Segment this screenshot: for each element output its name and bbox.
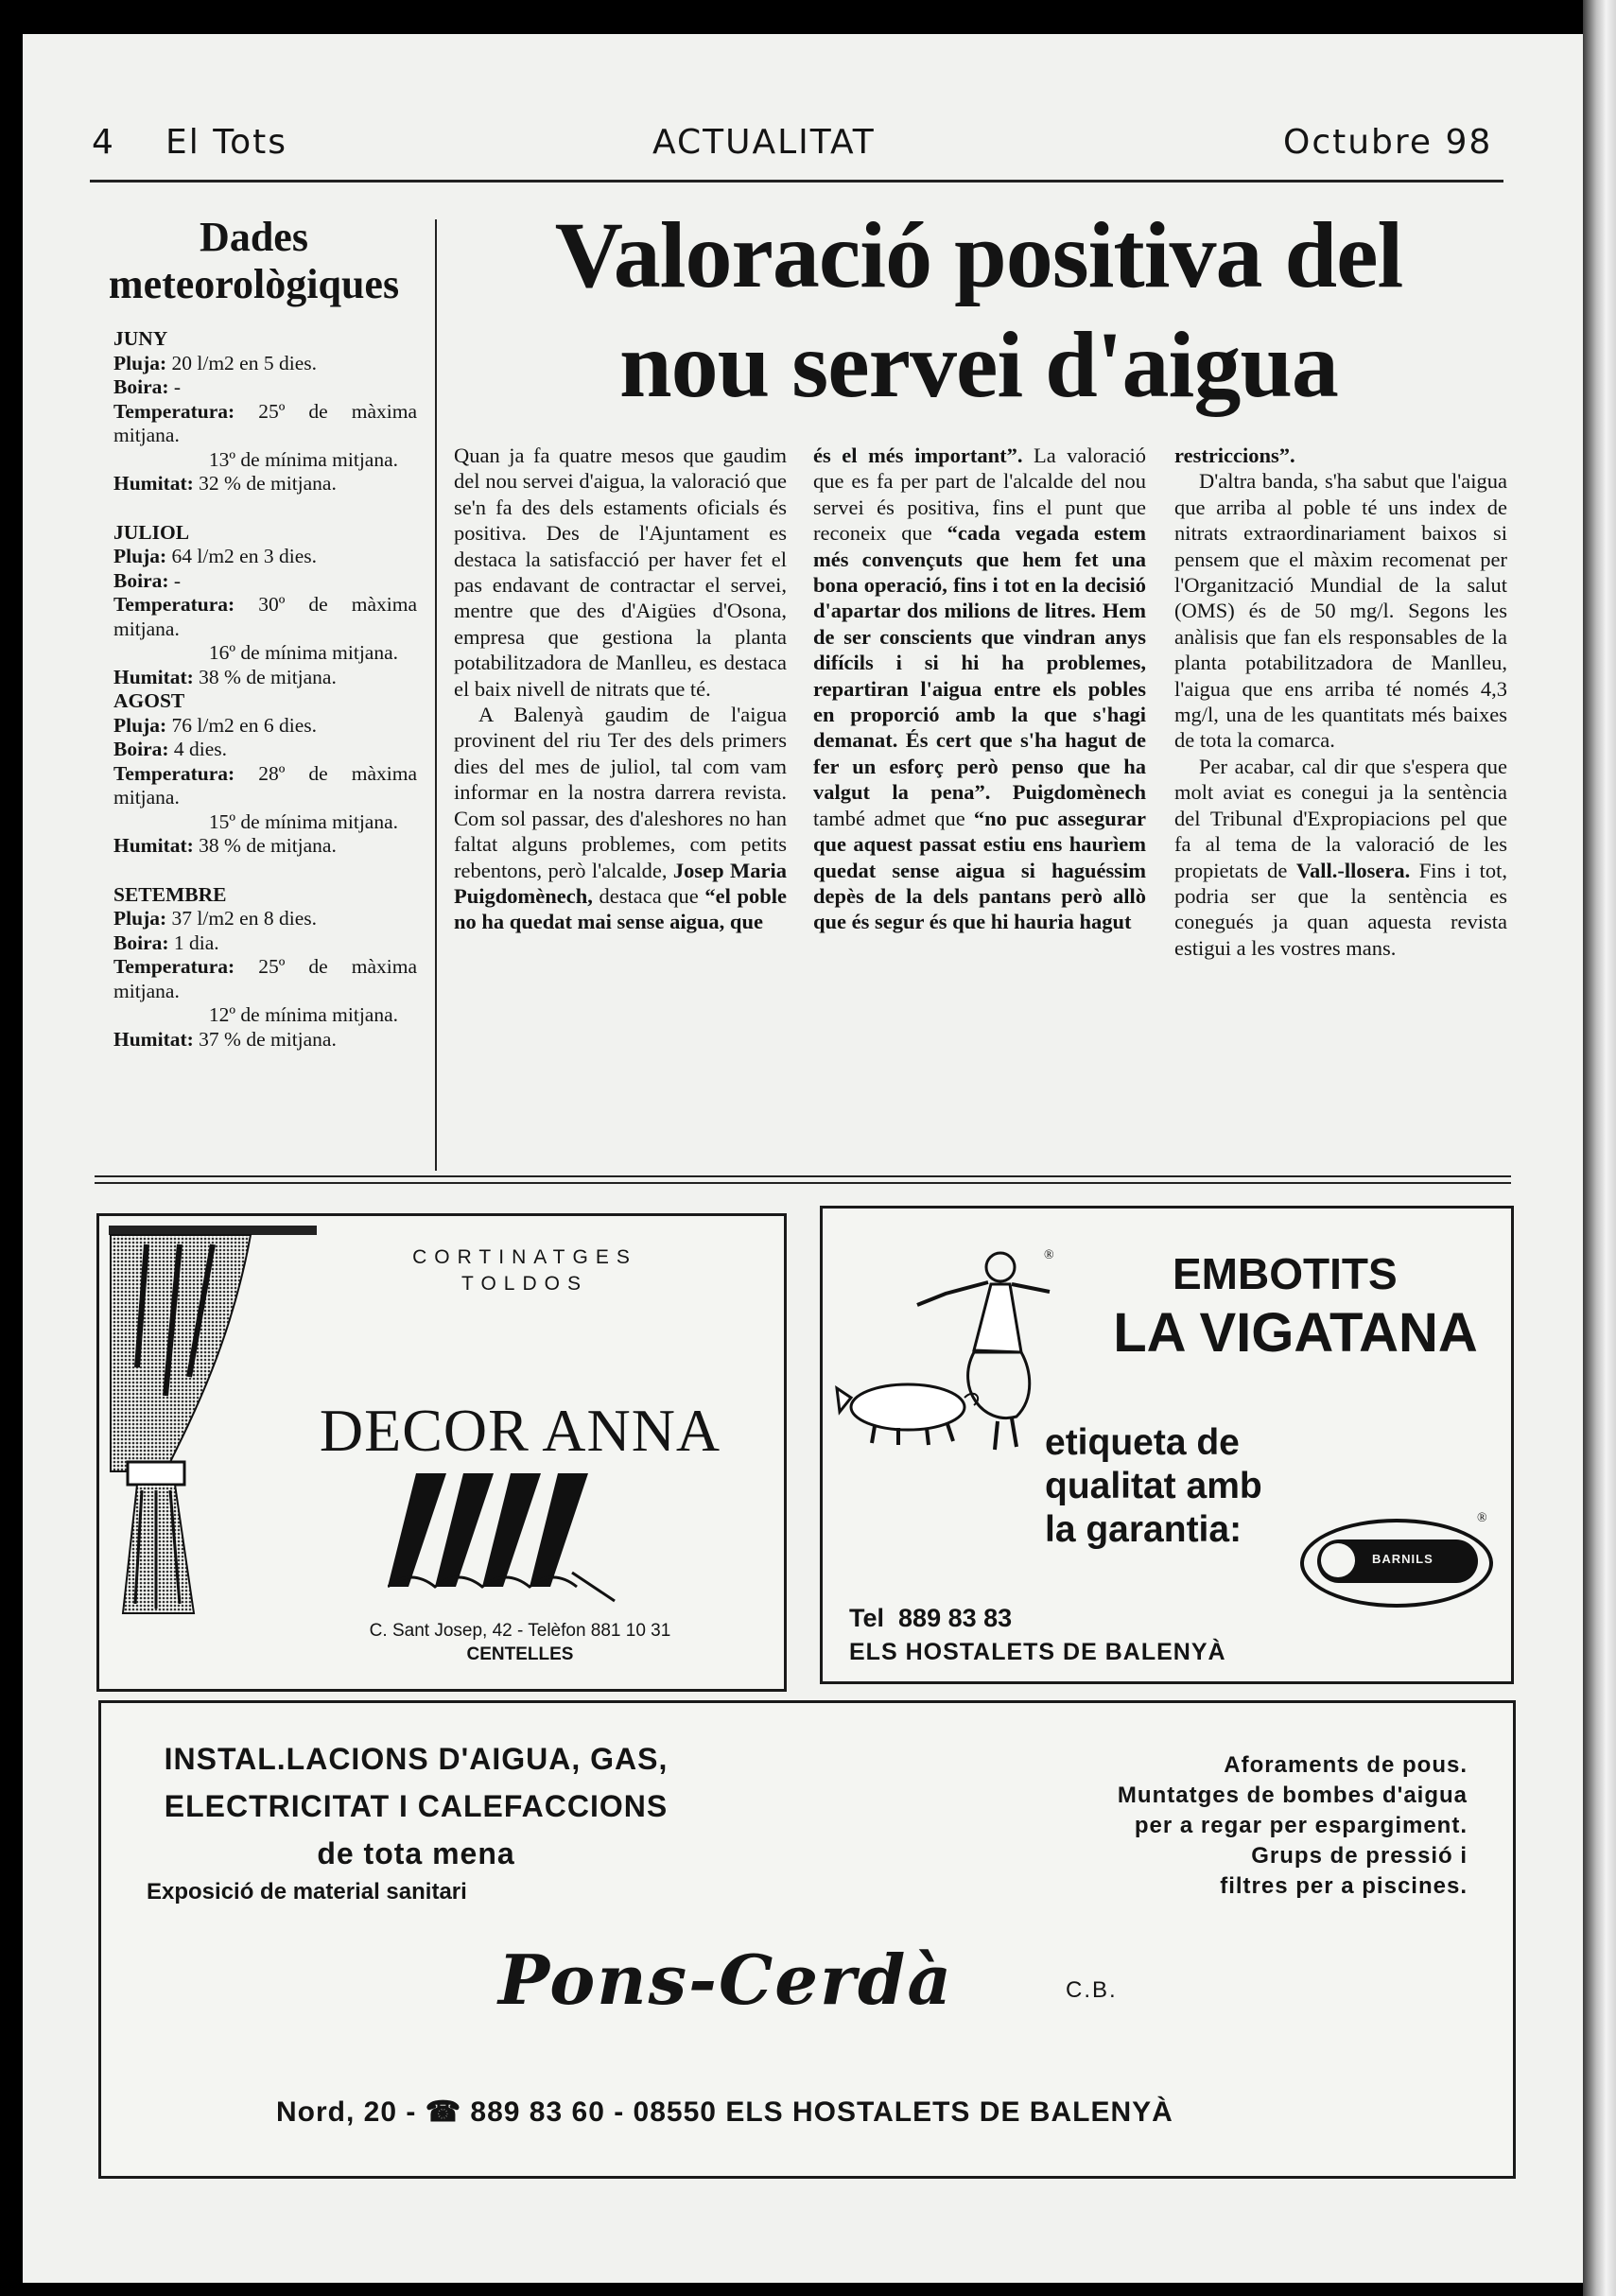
weather-line: Humitat: 38 % de mitjana. xyxy=(113,665,337,688)
weather-title: Dades meteorològiques xyxy=(108,214,400,307)
ad-services-right: Aforaments de pous. Muntatges de bombes d'aigua per a regar per espargiment. Grups de pressió i filtres per a piscines. xyxy=(1117,1752,1468,1899)
issue-date: Octubre 98 xyxy=(1283,123,1493,162)
article-paragraph: és el més important”. La valoració que es fa per part de l'alcalde del nou servei és positiva, fins el punt que reconeix que “cada vegada estem més convençuts que hem fet una bona operació, fins i tot en la decisió d'apartar dos milions de litres. Hem de ser conscients que vindran anys difícils i si hi ha problemes, repartiran l'aigua entre els pobles en proporció amb la que s'hagi demanat. És cert que s'ha hagut de fer un esforç però penso que ha valgut la pena”. Puigdomènech també admet que “no puc assegurar que aquest passat estiu ens haurìem quedat sense aigua si haguéssim depès de la dels pantans però allò que és segur és que hi hauria hagut xyxy=(813,444,1147,934)
weather-line: 13º de mínima mitjana. xyxy=(208,447,398,471)
month-name: JULIOL xyxy=(113,520,190,544)
ad-town: CENTELLES xyxy=(466,1644,574,1664)
article-column-1 xyxy=(454,443,787,935)
curtain-icon xyxy=(109,1226,336,1632)
article-paragraph: Per acabar, cal dir que s'espera que molt aviat es conegui ja la sentència del Tribunal d'Expropiacions pel que fa al tema de la valoració de les propietats de Vall.-llosera. Fins i tot, podria ser que la sentència es conegués ja quan aquesta revista estigui a les vostres mans. xyxy=(1174,754,1508,960)
article-paragraph: A Balenyà gaudim de l'aigua provinent del riu Ter des dels primers dies del mes de juliol, tal com vam informar en la nostra darrera revista. Com sol passar, des d'aleshores no han faltat alguns problemes, com petits rebentons, però l'alcalde, Josep Maria Puigdomènech, destaca que “el poble no ha quedat mai sense aigua, que xyxy=(454,703,788,934)
ad-brand-line-2: LA VIGATANA xyxy=(1113,1302,1478,1364)
weather-line: Pluja: 37 l/m2 en 8 dies. xyxy=(113,907,317,930)
ad-brand-name: DECOR ANNA xyxy=(319,1397,721,1464)
awning-icon xyxy=(388,1473,634,1606)
weather-line: Temperatura: 30º de màxima mitjana. xyxy=(113,593,417,640)
ad-showroom: Exposició de material sanitari xyxy=(147,1879,467,1905)
weather-line: Humitat: 38 % de mitjana. xyxy=(113,834,337,857)
article-column-3 xyxy=(1174,443,1507,961)
weather-line: Pluja: 20 l/m2 en 5 dies. xyxy=(113,351,317,374)
article-headline xyxy=(444,200,1513,420)
headline-line: nou servei d'aigua xyxy=(619,312,1338,417)
page-number: 4 xyxy=(92,123,115,162)
ad-address: ELS HOSTALETS DE BALENYÀ xyxy=(849,1639,1226,1665)
ad-phone: Tel 889 83 83 xyxy=(849,1604,1013,1632)
article-paragraph: restriccions”. xyxy=(1174,444,1295,467)
ad-slogan: etiqueta de qualitat amb la garantia: xyxy=(1045,1422,1262,1550)
ad-decor-anna xyxy=(96,1213,787,1692)
ad-la-vigatana xyxy=(820,1206,1514,1684)
ad-logo: Pons-Cerdà xyxy=(498,1939,954,2020)
weather-line: Temperatura: 28º de màxima mitjana. xyxy=(113,761,417,809)
barnils-logo: BARNILS xyxy=(1300,1519,1493,1608)
weather-line: Temperatura: 25º de màxima mitjana. xyxy=(113,955,417,1002)
ad-logo-suffix: C.B. xyxy=(1066,1977,1118,2003)
article-column-2 xyxy=(813,443,1146,935)
article-paragraph: Quan ja fa quatre mesos que gaudim del nou servei d'aigua, la valoració que se'n fa des dels estaments oficials és positiva. Des de l'Ajuntament es destaca la satisfacció per haver fet el pas endavant de contractar el servei, mentre que des d'Aigües d'Osona, empresa que gestiona la planta potabilitzadora de Manlleu, es destaca el baix nivell de nitrats que té. xyxy=(454,444,787,701)
weather-box xyxy=(91,214,417,1052)
section-rule xyxy=(95,1175,1511,1177)
weather-line: 12º de mínima mitjana. xyxy=(208,1003,398,1026)
ad-services-left: INSTAL.LACIONS D'AIGUA, GAS, ELECTRICITAT I CALEFACCIONS de tota mena xyxy=(164,1742,669,1870)
ad-pons-cerda xyxy=(98,1700,1516,2179)
month-name: AGOST xyxy=(113,689,185,712)
weather-line: 15º de mínima mitjana. xyxy=(208,809,398,833)
ad-brand-line-1: EMBOTITS xyxy=(1173,1249,1398,1298)
page-spine xyxy=(1583,0,1616,2296)
weather-line: Boira: 4 dies. xyxy=(113,738,228,760)
article-paragraph: D'altra banda, s'ha sabut que l'aigua que arriba al poble té uns index de nitrats extraordinariament baixos si pensem que el màxim recomenat per l'Organització Mundial de la salut (OMS) és de 50 mg/l. Segons les anàlisis que fan els responsables de la planta potabilitzadora de Manlleu, l'aigua que ens arriba té només 4,3 mg/l, una de les quantitats més baixes de tota la comarca. xyxy=(1174,469,1507,753)
registered-mark: ® xyxy=(1044,1248,1054,1262)
ad-address-line: Nord, 20 - ☎ 889 83 60 - 08550 ELS HOSTALETS DE BALENYÀ xyxy=(276,2096,1173,2128)
weather-line: Boira: - xyxy=(113,568,182,592)
ad-tagline: CORTINATGES TOLDOS xyxy=(412,1246,637,1295)
registered-mark: ® xyxy=(1477,1511,1487,1525)
month-name: SETEMBRE xyxy=(113,882,227,906)
ad-address: C. Sant Josep, 42 - Telèfon 881 10 31 xyxy=(369,1621,671,1641)
section-title: ACTUALITAT xyxy=(652,123,876,162)
weather-line: Pluja: 76 l/m2 en 6 dies. xyxy=(113,713,317,737)
phone-icon: ☎ xyxy=(425,2096,462,2128)
weather-line: Boira: 1 dia. xyxy=(113,931,219,954)
weather-line: Pluja: 64 l/m2 en 3 dies. xyxy=(113,545,317,567)
woman-with-pig-icon xyxy=(832,1246,1069,1464)
column-divider xyxy=(435,219,437,1171)
publication-name: El Tots xyxy=(165,123,287,162)
section-rule xyxy=(95,1182,1511,1184)
weather-line: Temperatura: 25º de màxima mitjana. xyxy=(113,399,417,446)
weather-line: Humitat: 32 % de mitjana. xyxy=(113,472,337,495)
header-rule xyxy=(90,180,1503,183)
weather-line: 16º de mínima mitjana. xyxy=(208,641,398,664)
headline-line: Valoració positiva del xyxy=(554,202,1403,307)
month-name: JUNY xyxy=(113,327,168,350)
weather-line: Humitat: 37 % de mitjana. xyxy=(113,1027,337,1051)
weather-line: Boira: - xyxy=(113,375,182,398)
